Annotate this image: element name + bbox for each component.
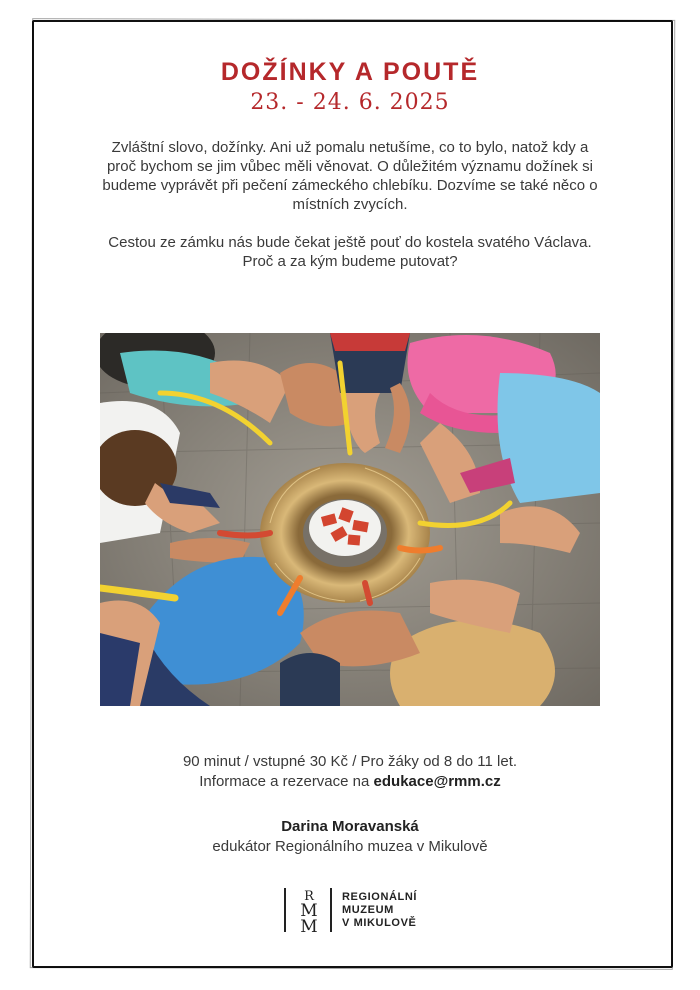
logo-line-3: V MIKULOVĚ [342,917,417,929]
event-photo [100,333,600,706]
reservation-label: Informace a rezervace na [199,773,374,790]
museum-logo [284,884,434,936]
logo-line-1: REGIONÁLNÍ [342,891,418,903]
description-paragraph-1: Zvláštní slovo, dožínky. Ani už pomalu netušíme, co to bylo, natož kdy a proč bychom se jim vůbec měli věnovat. O důležitém významu dožínek si budeme vyprávět při pečení zámeckého chlebíku. Dozvíme se také něco o místních zvycích. [102,139,598,213]
logo-mark-letter: M [300,901,318,921]
logo-divider-left [284,888,286,932]
event-date: 23. - 24. 6. 2025 [250,90,450,115]
poster-title: DOŽÍNKY A POUTĚ [220,58,480,86]
logo-text [342,891,417,930]
contact-name: Darina Moravanská [281,818,419,835]
children-wreath-illustration [100,333,600,706]
logo-mark-letter: R [304,889,314,904]
logo-divider-right [330,888,332,932]
email-link[interactable]: edukace@rmm.cz [373,773,501,790]
contact-role: edukátor Regionálního muzea v Mikulově [212,838,488,855]
logo-mark-letter: M [300,917,318,934]
info-line: 90 minut / vstupné 30 Kč / Pro žáky od 8 do 11 let. [182,753,518,770]
logo-line-2: MUZEUM [342,904,394,916]
reservation-line [0,772,700,792]
rmm-monogram-icon [292,886,326,934]
description-paragraph-2: Cestou ze zámku nás bude čekat ještě pouť do kostela svatého Václava. Proč a za kým budeme putovat? [108,234,592,270]
